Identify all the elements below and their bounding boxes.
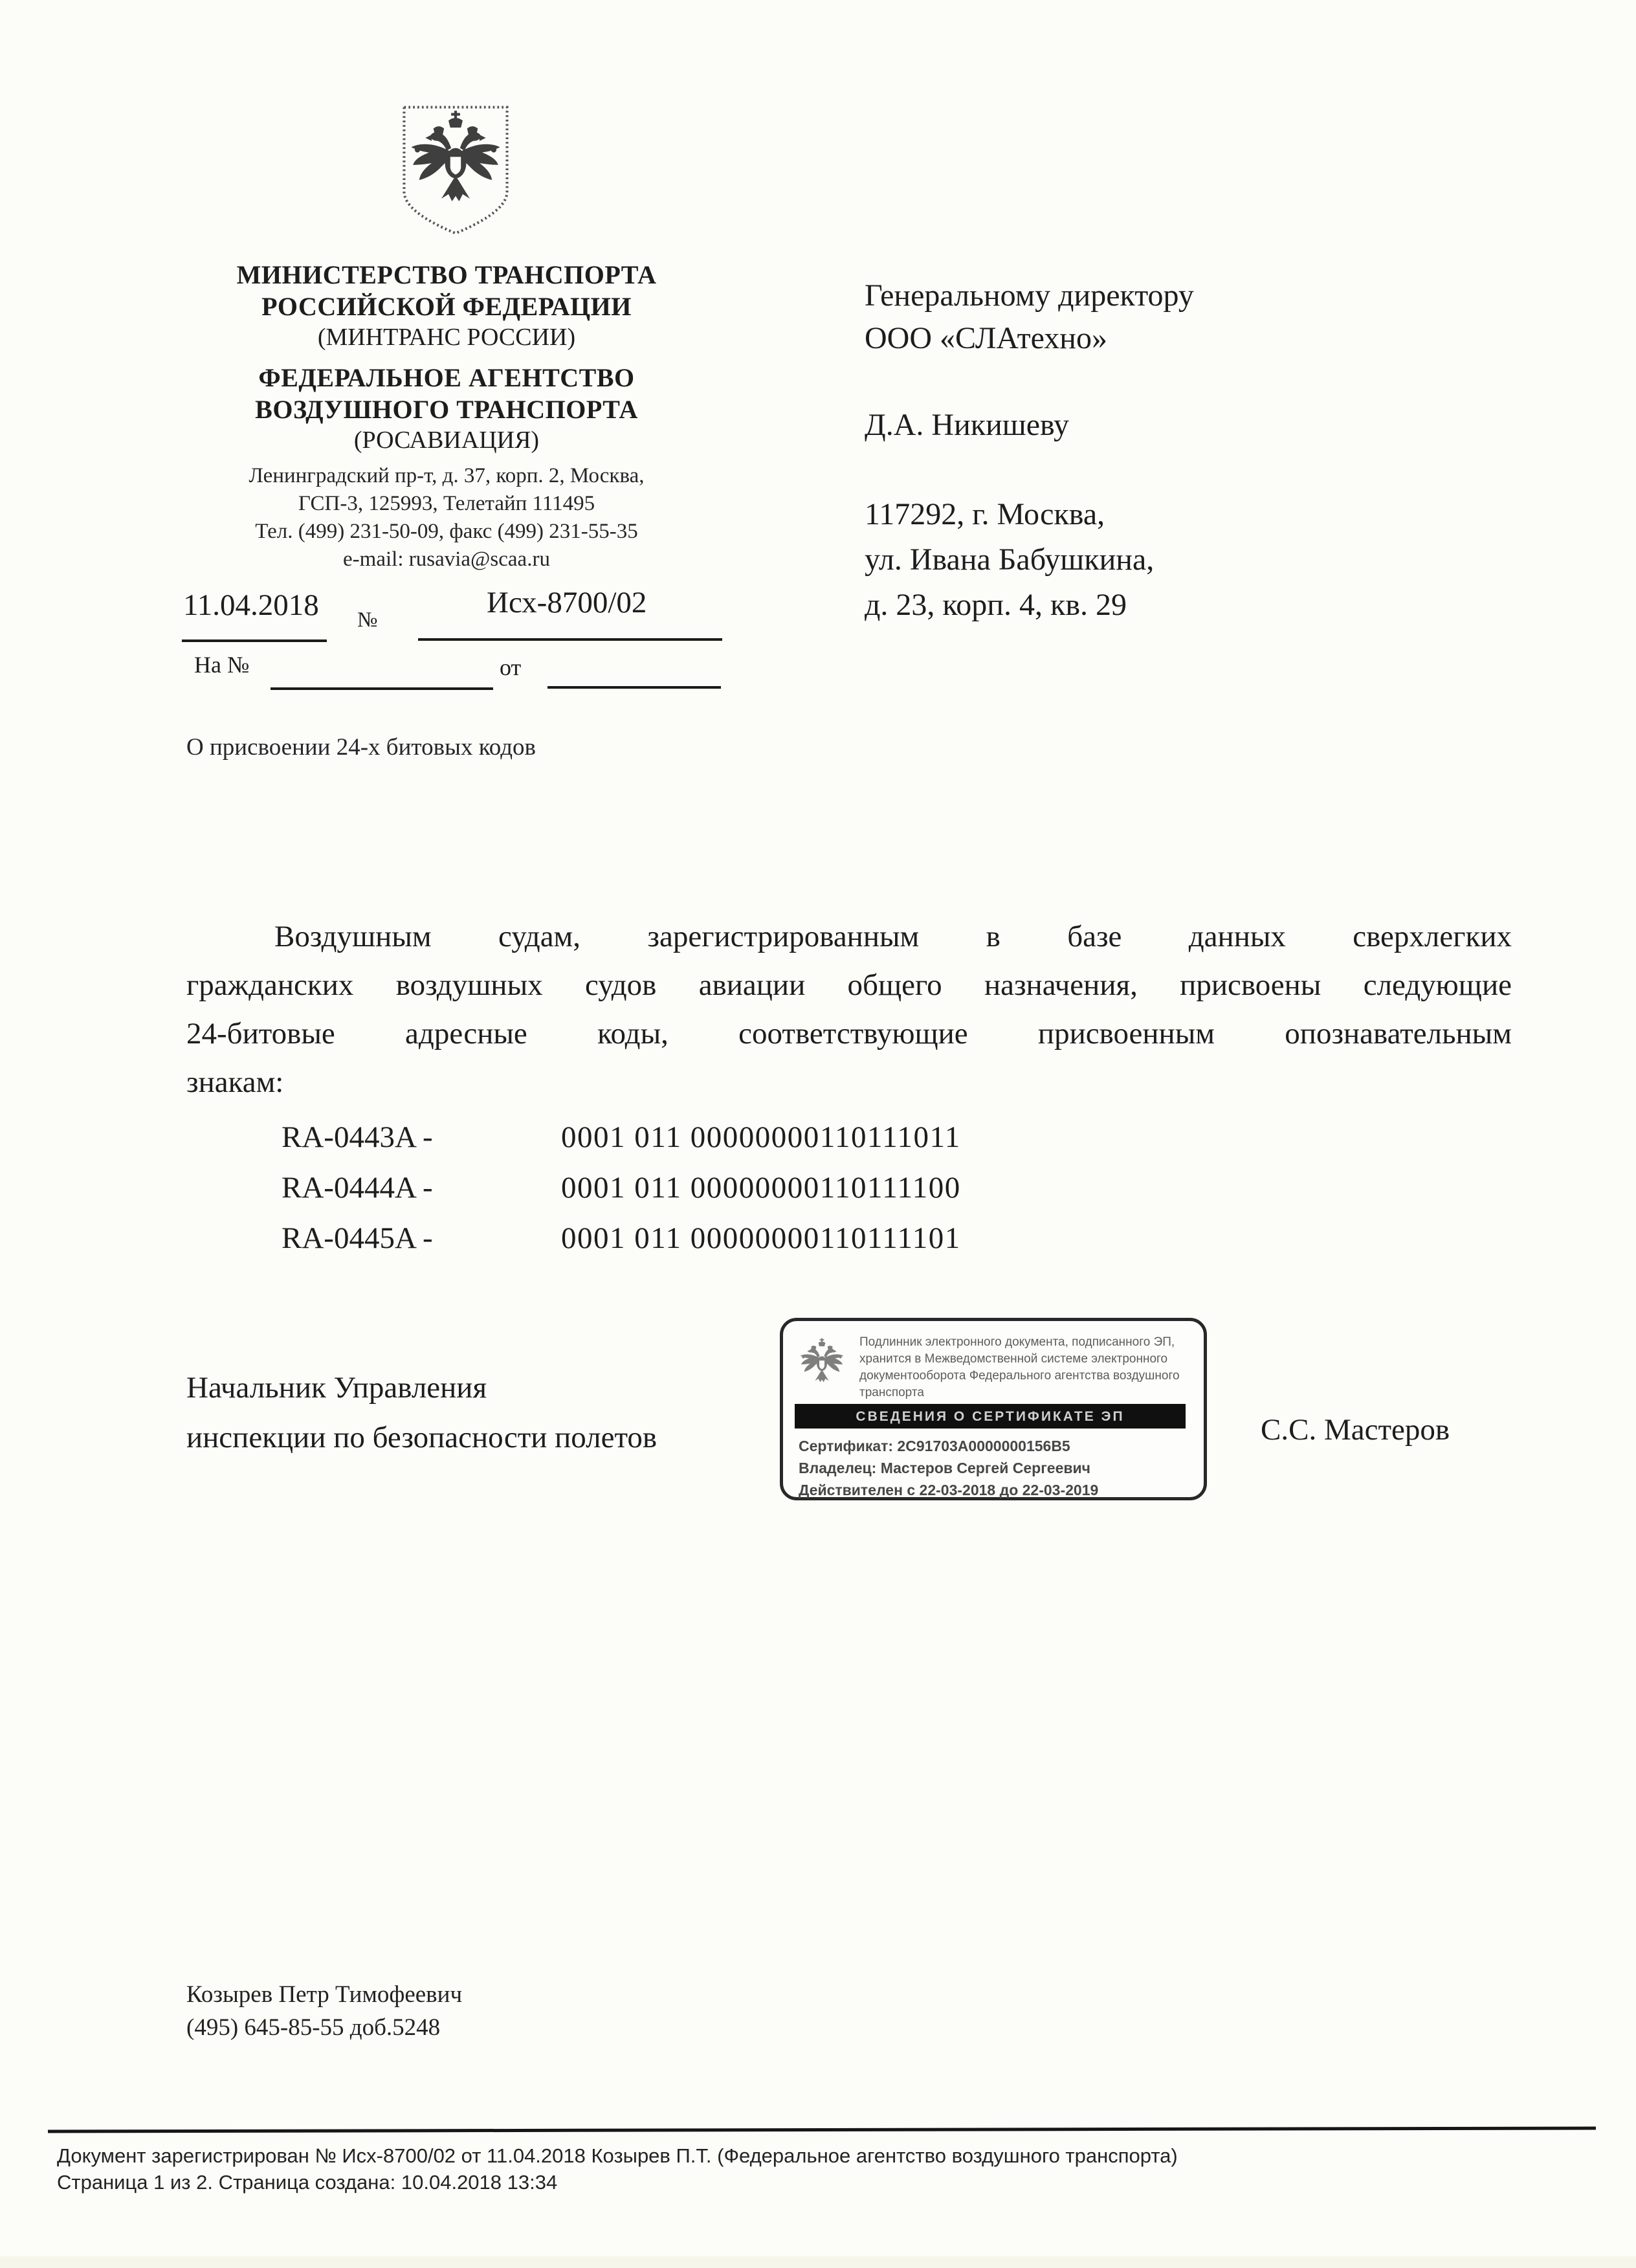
address-line: Тел. (499) 231-50-09, факс (499) 231-55-35 — [255, 520, 638, 543]
signer-title — [186, 1363, 657, 1463]
stamp-note — [859, 1334, 1189, 1401]
stamp-note-line: транспорта — [859, 1386, 924, 1399]
stamp-coat-of-arms-icon — [796, 1333, 848, 1399]
page-info-line: Страница 1 из 2. Страница создана: 10.04.2018 13:34 — [57, 2171, 558, 2194]
recipient-address-line: 117292, г. Москва, — [865, 497, 1105, 531]
code-list — [282, 1120, 961, 1271]
blank-line — [271, 687, 493, 690]
scan-edge-artifact — [0, 2256, 1636, 2268]
org-line: РОССИЙСКОЙ ФЕДЕРАЦИИ — [261, 292, 632, 321]
signer-title-line: Начальник Управления — [186, 1371, 487, 1405]
address-line: e-mail: rusavia@scaa.ru — [343, 548, 550, 571]
subject-line: О присвоении 24-х битовых кодов — [186, 734, 536, 761]
org-line: МИНИСТЕРСТВО ТРАНСПОРТА — [236, 260, 657, 289]
footer-separator — [48, 2126, 1596, 2133]
recipient-address-line: ул. Ивана Бабушкина, — [865, 542, 1155, 577]
code-row — [282, 1120, 961, 1170]
org-line: (РОСАВИАЦИЯ) — [353, 427, 540, 454]
recipient-name: Д.А. Никишеву — [865, 408, 1070, 442]
body-paragraph — [186, 919, 1512, 1113]
registration-line: Документ зарегистрирован № Исх-8700/02 от 11.04.2018 Козырев П.Т. (Федеральное агентство воздушного транспорта) — [57, 2144, 1178, 2167]
certificate-validity: Действителен с 22-03-2018 до 22-03-2019 — [799, 1482, 1099, 1498]
code-row — [282, 1221, 961, 1271]
certificate-owner: Владелец: Мастеров Сергей Сергеевич — [799, 1460, 1090, 1476]
aircraft-registration: RA-0444A - — [282, 1171, 433, 1205]
reply-from-label: от — [500, 654, 522, 680]
body-line: гражданских воздушных судов авиации общего назначения, присвоены следующие — [186, 968, 1512, 1002]
executor-name: Козырев Петр Тимофеевич — [186, 1981, 463, 2008]
body-line: 24-битовые адресные коды, соответствующие присвоенным опознавательным — [186, 1017, 1512, 1051]
bit-code: 0001 011 00000000110111011 — [561, 1120, 961, 1154]
code-row — [282, 1170, 961, 1221]
recipient-address-line: д. 23, корп. 4, кв. 29 — [865, 588, 1127, 622]
executor-contact — [186, 1978, 462, 2044]
digital-signature-stamp — [780, 1318, 1207, 1500]
address-line: Ленинградский пр-т, д. 37, корп. 2, Москва, — [249, 464, 645, 487]
signer-title-line: инспекции по безопасности полетов — [186, 1421, 658, 1454]
org-line: ФЕДЕРАЛЬНОЕ АГЕНТСТВО — [258, 363, 635, 392]
certificate-details — [799, 1435, 1187, 1501]
recipient-company: ООО «СЛАтехно» — [865, 321, 1107, 355]
letterhead-org-block — [167, 259, 726, 456]
bit-code: 0001 011 00000000110111101 — [561, 1221, 961, 1255]
body-line: знакам: — [186, 1065, 284, 1099]
blank-line — [182, 639, 327, 642]
address-line: ГСП-3, 125993, Телетайп 111495 — [298, 492, 595, 515]
stamp-note-line: хранится в Межведомственной системе электронного — [859, 1352, 1168, 1366]
signer-name: С.С. Мастеров — [1261, 1413, 1450, 1447]
registration-footer — [57, 2142, 1178, 2196]
recipient-title: Генеральному директору — [865, 278, 1194, 313]
blank-line — [418, 638, 722, 641]
org-line: ВОЗДУШНОГО ТРАНСПОРТА — [255, 395, 638, 424]
executor-phone: (495) 645-85-55 доб.5248 — [186, 2014, 441, 2041]
stamp-note-line: Подлинник электронного документа, подписанного ЭП, — [859, 1335, 1175, 1349]
letter-date: 11.04.2018 — [183, 588, 319, 622]
aircraft-registration: RA-0445A - — [282, 1221, 433, 1255]
recipient-block — [865, 274, 1369, 628]
aircraft-registration: RA-0443A - — [282, 1120, 433, 1154]
russia-coat-of-arms-icon — [393, 102, 518, 238]
org-line: (МИНТРАНС РОССИИ) — [317, 324, 576, 351]
body-line: Воздушным судам, зарегистрированным в базе данных сверхлегких — [274, 920, 1512, 953]
outgoing-number: Исх-8700/02 — [487, 586, 647, 619]
blank-line — [547, 686, 721, 689]
stamp-note-line: документооборота Федерального агентства воздушного — [859, 1369, 1180, 1383]
letterhead-address-block — [167, 462, 726, 573]
number-sign: № — [357, 608, 378, 632]
reply-to-prefix: На № — [194, 652, 250, 678]
certificate-banner: СВЕДЕНИЯ О СЕРТИФИКАТЕ ЭП — [795, 1404, 1186, 1429]
recipient-address — [865, 492, 1369, 628]
bit-code: 0001 011 00000000110111100 — [561, 1171, 961, 1205]
certificate-number: Сертификат: 2C91703A0000000156B5 — [799, 1438, 1070, 1454]
